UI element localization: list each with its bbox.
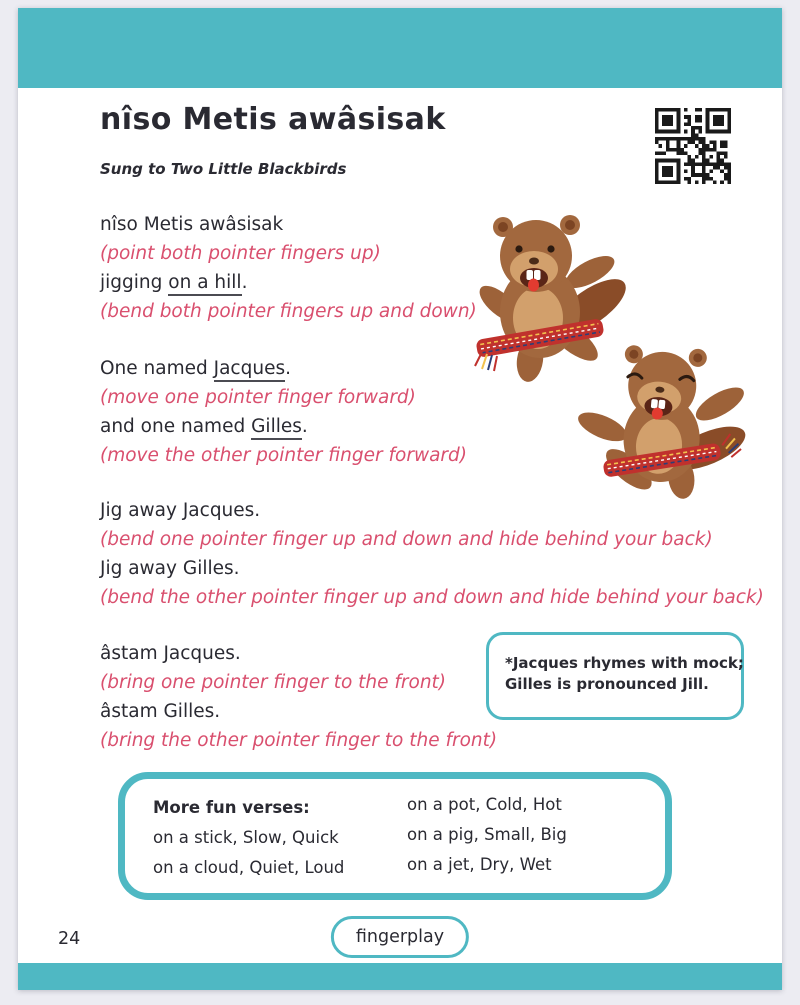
verse-1 [100, 210, 477, 326]
header-bar [18, 8, 782, 88]
page-subtitle: Sung to Two Little Blackbirds [100, 160, 347, 178]
verse-option: on a jet, Dry, Wet [407, 855, 552, 874]
lyric-line: One named Jacques. [100, 354, 467, 383]
verse-4 [100, 639, 497, 755]
action-line: (bend both pointer fingers up and down) [100, 301, 477, 322]
verse-option: on a cloud, Quiet, Loud [153, 858, 345, 877]
note-line: Gilles is pronounced Jill. [505, 675, 709, 693]
qr-code [655, 108, 731, 184]
page-number: 24 [58, 929, 81, 949]
action-line: (move the other pointer finger forward) [100, 445, 467, 466]
lyric-line: âstam Jacques. [100, 643, 241, 664]
note-line: *Jacques rhymes with mock; [505, 654, 744, 672]
action-line: (move one pointer finger forward) [100, 387, 416, 408]
more-verses-right-column [407, 790, 567, 880]
verse-3 [100, 496, 764, 612]
lyric-line: âstam Gilles. [100, 701, 221, 722]
action-line: (bend one pointer finger up and down and hide behind your back) [100, 529, 713, 550]
lyric-line: Jig away Jacques. [100, 500, 261, 521]
lyric-line: Jig away Gilles. [100, 558, 240, 579]
more-verses-heading: More fun verses: [153, 798, 310, 817]
lyric-line: nîso Metis awâsisak [100, 214, 284, 235]
verse-option: on a stick, Slow, Quick [153, 828, 339, 847]
book-page [18, 8, 782, 990]
category-badge: fingerplay [331, 916, 469, 958]
verse-2 [100, 354, 467, 470]
lyric-line: jigging on a hill. [100, 268, 477, 297]
verse-option: on a pot, Cold, Hot [407, 795, 562, 814]
dancing-beaver-icon [578, 344, 746, 502]
lyric-line: and one named Gilles. [100, 412, 467, 441]
action-line: (point both pointer fingers up) [100, 243, 381, 264]
page-title: nîso Metis awâsisak [100, 102, 446, 137]
verse-option: on a pig, Small, Big [407, 825, 567, 844]
action-line: (bend the other pointer finger up and down and hide behind your back) [100, 587, 764, 608]
action-line: (bring the other pointer finger to the front) [100, 730, 498, 751]
more-verses-left-column [153, 793, 344, 883]
footer-bar [18, 963, 782, 990]
pronunciation-note [486, 632, 744, 720]
action-line: (bring one pointer finger to the front) [100, 672, 447, 693]
more-verses-box [118, 772, 672, 900]
